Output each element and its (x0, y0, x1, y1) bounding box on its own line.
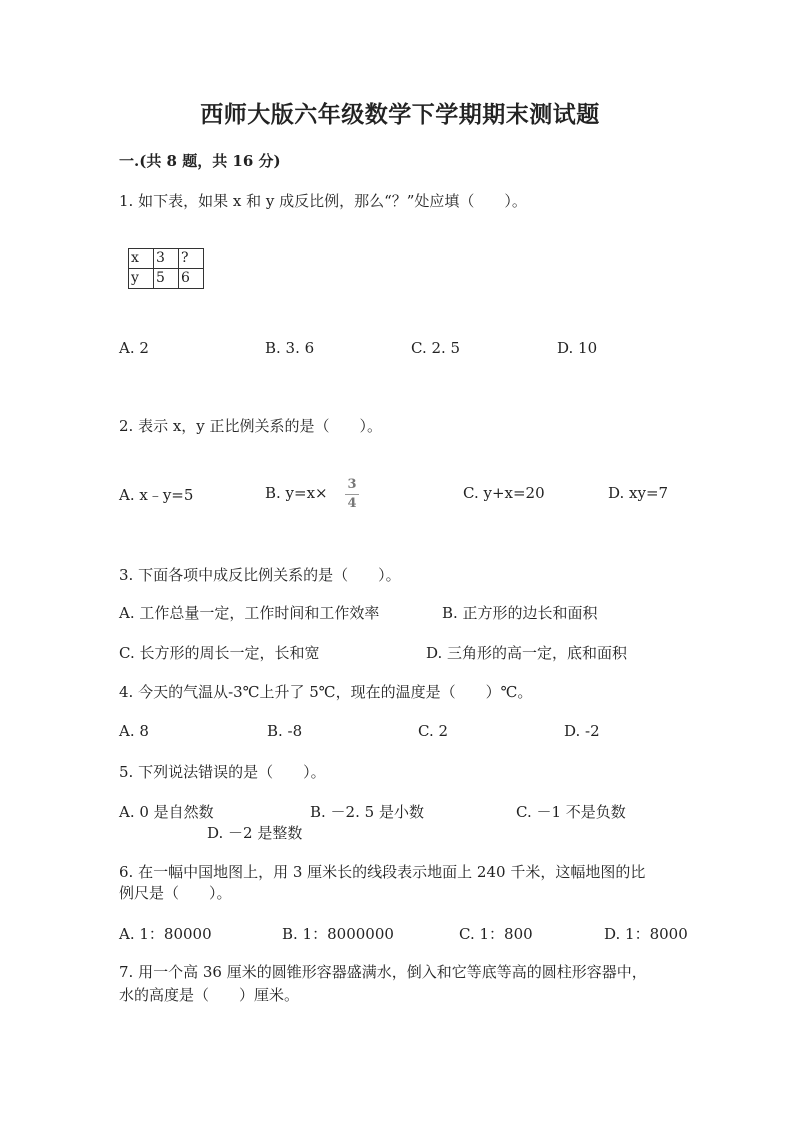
table-cell: 6 (179, 269, 204, 289)
question-7-line-2: 水的高度是（ ）厘米。 (119, 986, 300, 1004)
fraction-three-quarters (345, 478, 359, 511)
q5-option-d: D. －2 是整数 (207, 824, 303, 842)
question-7-line-1: 7. 用一个高 36 厘米的圆锥形容器盛满水，倒入和它等底等高的圆柱形容器中， (119, 963, 647, 981)
question-4: 4. 今天的气温从-3℃上升了 5℃，现在的温度是（ ）℃。 (119, 683, 533, 701)
table-cell: y (129, 269, 154, 289)
table-row (129, 269, 204, 289)
q4-option-c: C. 2 (418, 722, 449, 740)
q5-option-c: C. －1 不是负数 (516, 803, 626, 821)
q2-option-a: A. x﹣y=5 (119, 486, 194, 504)
table-row (129, 249, 204, 269)
table-cell: x (129, 249, 154, 269)
section-heading: 一.(共 8 题，共 16 分) (119, 152, 281, 170)
q4-option-b: B. -8 (267, 722, 303, 740)
q3-option-a: A. 工作总量一定，工作时间和工作效率 (119, 604, 380, 622)
q2-option-c: C. y+x=20 (463, 484, 545, 502)
fraction-denominator: 4 (347, 496, 357, 511)
question-6-line-2: 例尺是（ ）。 (119, 884, 232, 902)
question-5: 5. 下列说法错误的是（ ）。 (119, 763, 326, 781)
q4-option-d: D. -2 (564, 722, 600, 740)
q6-option-d: D. 1：8000 (604, 925, 688, 943)
table-cell: ? (179, 249, 204, 269)
xy-table (128, 248, 204, 289)
question-2: 2. 表示 x，y 正比例关系的是（ ）。 (119, 417, 383, 435)
q1-option-a: A. 2 (119, 339, 149, 357)
table-cell: 5 (154, 269, 179, 289)
q1-option-c: C. 2. 5 (411, 339, 461, 357)
q3-option-c: C. 长方形的周长一定，长和宽 (119, 644, 320, 662)
question-1: 1. 如下表，如果 x 和 y 成反比例，那么“？”处应填（ ）。 (119, 192, 527, 210)
q6-option-c: C. 1：800 (459, 925, 533, 943)
q5-option-a: A. 0 是自然数 (119, 803, 214, 821)
q2-option-d: D. xy=7 (608, 484, 669, 502)
fraction-numerator: 3 (347, 477, 357, 492)
q2-option-b: B. y=x× (265, 484, 328, 502)
q4-option-a: A. 8 (119, 722, 149, 740)
q3-option-b: B. 正方形的边长和面积 (442, 604, 598, 622)
q1-option-d: D. 10 (557, 339, 598, 357)
page-title: 西师大版六年级数学下学期期末测试题 (200, 101, 600, 128)
fraction-bar (345, 494, 359, 495)
q5-option-b: B. －2. 5 是小数 (310, 803, 424, 821)
q6-option-a: A. 1：80000 (119, 925, 212, 943)
q1-option-b: B. 3. 6 (265, 339, 315, 357)
q6-option-b: B. 1：8000000 (282, 925, 394, 943)
table-cell: 3 (154, 249, 179, 269)
question-6-line-1: 6. 在一幅中国地图上，用 3 厘米长的线段表示地面上 240 千米，这幅地图的比 (119, 863, 646, 881)
question-3: 3. 下面各项中成反比例关系的是（ ）。 (119, 566, 401, 584)
q3-option-d: D. 三角形的高一定，底和面积 (426, 644, 628, 662)
